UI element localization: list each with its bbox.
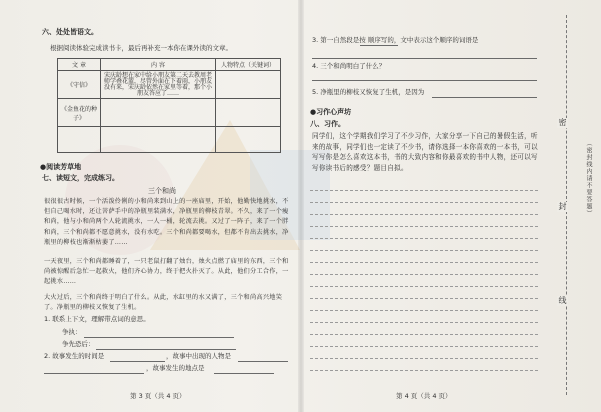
row-traits[interactable] — [216, 71, 281, 99]
writing-prompt: 同学们，这个学期我们学习了不少习作，大家分享一下自己的暑假生活，听来的故事，同学们也一定读了不少书，请你选择一本你喜欢的一本书，可以写写你是怎么喜欢这本书，书的大致内容和你最喜欢的书中人物，还可以写写你读书后的感受？题目自拟。 — [312, 132, 538, 172]
row-traits[interactable] — [216, 99, 281, 127]
question-2: 2. 故事发生的时间是 — [44, 352, 105, 360]
answer-line-2-place[interactable] — [214, 373, 274, 374]
table-row — [58, 99, 281, 127]
seal-note: （密封线内请不要答题） — [585, 140, 592, 217]
table-header-article: 文 章 — [58, 59, 101, 71]
answer-line-2-more[interactable] — [44, 373, 144, 374]
answer-line-4[interactable] — [312, 80, 537, 81]
passage-paragraph-1: 很很很古时候，一个活泼伶俐的小和尚来到山上的一座庙里，开始，他勤快地挑水，不但自己喝水时，还让菩萨手中的净瓶里装满水，净瓶里的柳枝青翠。不久，来了一个瘦和尚，他与小和尚两个人轮流挑水，一人一桶，轮流去挑。又过了一阵子，来了一个胖和尚，三个和尚都不愿意挑水，没有水吃。三个和尚都要喝水，但都不肯出去挑水，净瓶里的柳枝也渐渐枯萎了…… — [44, 198, 289, 246]
passage-title: 三个和尚 — [148, 187, 176, 195]
question-1a-label: 争执： — [62, 328, 82, 336]
row-title: 《金鱼花的种子》 — [58, 99, 101, 127]
answer-line-3-order[interactable] — [360, 45, 398, 46]
right-page — [300, 0, 545, 412]
table-header-content: 内 容 — [101, 59, 216, 71]
answer-line-1a[interactable] — [84, 337, 234, 338]
table-row — [58, 71, 281, 99]
row-content: 宋庆龄想在家中给小朋友第二天去教周老师学叠花篮，尽管外面在下着雨，小朋友没有来，宋庆龄依然在家里等着，那个小朋友答应了…… — [101, 71, 216, 99]
answer-line-2-people[interactable] — [238, 361, 288, 362]
row-title: 《守信》 — [58, 71, 101, 99]
table-header-traits: 人物特点（关键词） — [216, 59, 281, 71]
row-content[interactable] — [101, 99, 216, 127]
table-row — [58, 127, 281, 153]
row-title[interactable] — [58, 127, 101, 153]
row-traits[interactable] — [216, 127, 281, 153]
answer-line-3-words[interactable] — [312, 58, 537, 59]
section-8-title: 八、习作。 — [310, 120, 345, 128]
question-3: 3. 第一自然段是按 顺序写的，文中表示这个顺序的词语是 — [312, 36, 479, 44]
seal-char-mi: 密 — [558, 118, 567, 128]
seal-char-feng: 封 — [558, 202, 567, 212]
section-7-title: 七、读短文，完成练习。 — [42, 174, 119, 182]
section-6-title: 六、处处皆语文。 — [42, 28, 98, 36]
question-4: 4. 三个和尚明白了什么？ — [312, 62, 386, 70]
question-1: 1. 联系上下文，理解带点词的意思。 — [44, 315, 150, 323]
page-footer-right: 第 4 页（共 4 页） — [396, 392, 452, 400]
answer-line-5[interactable] — [432, 97, 537, 98]
answer-line-2-time[interactable] — [110, 361, 165, 362]
reading-section-header: ●阅读芳草地 — [40, 163, 82, 171]
writing-section-header: ●习作心声坊 — [310, 108, 352, 116]
seal-char-xian: 线 — [558, 296, 567, 306]
left-page — [0, 0, 300, 412]
passage-paragraph-3: 大火过后，三个和尚终于明白了什么。从此，水缸里的水又满了，三个和尚高兴地笑了。净瓶里的柳枝又恢复了生机。 — [44, 294, 283, 312]
question-2-people: ，故事中出现的人物是 — [166, 352, 231, 360]
reading-card-table — [57, 58, 281, 153]
answer-line-1b[interactable] — [96, 349, 236, 350]
question-1b-label: 争先恐后： — [62, 340, 95, 348]
section-6-instruction: 根据阅读体验完成读书卡，最后再补充一本你在课外读的文章。 — [50, 44, 232, 52]
question-5: 5. 净瓶里的柳枝又恢复了生机，是因为 — [312, 88, 425, 96]
passage-paragraph-2: 一天夜里，三个和尚都睡着了，一只老鼠打翻了烛台，烛火点燃了庙里的东西，三个和尚被惊醒后急忙一起救火，他们齐心协力，终于把火扑灭了。从此，他们分工合作，一起挑水…… — [44, 258, 289, 286]
question-2-place: ，故事发生的地点是 — [146, 364, 205, 372]
page-footer-left: 第 3 页（共 4 页） — [130, 392, 186, 400]
row-content[interactable] — [101, 127, 216, 153]
